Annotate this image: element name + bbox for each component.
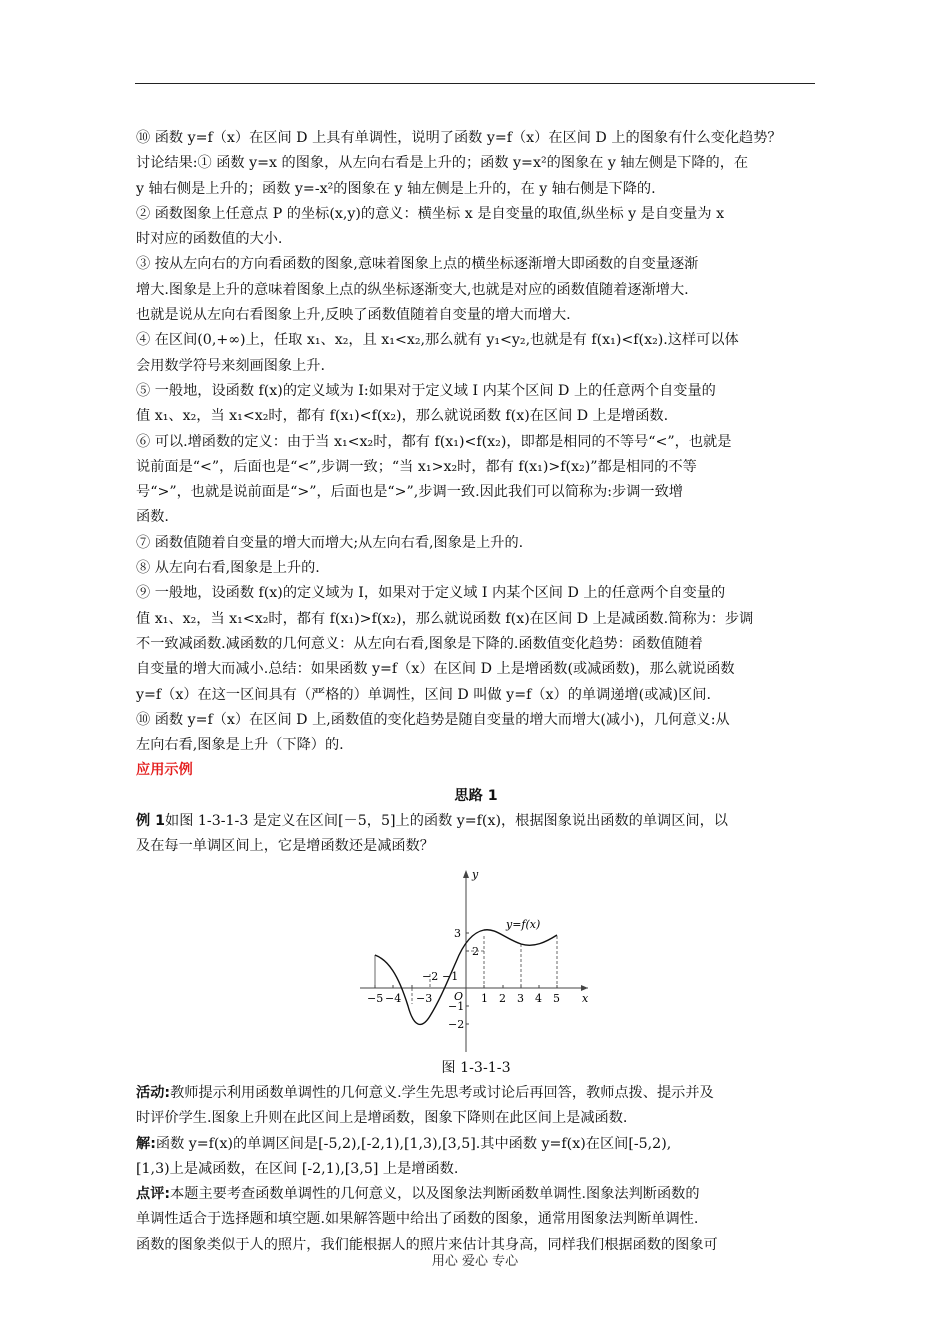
text-line: 增大.图象是上升的意味着图象上点的纵坐标逐渐变大,也就是对应的函数值随着逐渐增大.: [136, 281, 689, 298]
activity-text-2: 时评价学生.图象上升则在此区间上是增函数，图象下降则在此区间上是减函数.: [136, 1110, 628, 1127]
solution-label: 解:: [136, 1135, 156, 1152]
example-line-1: [136, 809, 816, 834]
x-tick-label: −4: [385, 991, 402, 1005]
text-line: 值 x₁、x₂，当 x₁<x₂时，都有 f(x₁)>f(x₂)，那么就说函数 f(x)在区间 D 上是减函数.简称为：步调: [136, 610, 754, 627]
text-line: 讨论结果:① 函数 y=x 的图象，从左向右看是上升的；函数 y=x²的图象在 y 轴左侧是下降的，在: [136, 155, 749, 172]
text-line: ⑥ 可以.增函数的定义：由于当 x₁<x₂时，都有 f(x₁)<f(x₂)，即都是相同的不等号“<”，也就是: [136, 433, 732, 450]
origin-label: O: [454, 989, 464, 1003]
text-line: y=f（x）在这一区间具有（严格的）单调性，区间 D 叫做 y=f（x）的单调递增(或减)区间.: [136, 686, 711, 703]
y-tick-label: 2: [472, 944, 479, 958]
text-line: ⑧ 从左向右看,图象是上升的.: [136, 560, 320, 577]
text-line: 号“>”，也就是说前面是“>”，后面也是“>”,步调一致.因此我们可以简称为:步调一致增: [136, 484, 683, 501]
solution-text-2: [1,3)上是减函数，在区间 [-2,1),[3,5] 上是增函数.: [136, 1160, 459, 1177]
activity-label: 活动:: [136, 1084, 171, 1101]
comment-text-1: 本题主要考查函数单调性的几何意义，以及图象法判断函数单调性.图象法判断函数的: [170, 1186, 700, 1203]
y-tick-label: −2: [448, 1017, 465, 1031]
comment-text-2: 单调性适合于选择题和填空题.如果解答题中给出了函数的图象，通常用图象法判断单调性.: [136, 1211, 699, 1228]
example-label: 例 1: [136, 813, 165, 830]
comment-label: 点评:: [136, 1186, 171, 1203]
x-axis-label: x: [582, 991, 589, 1005]
activity-line-1: [136, 1081, 816, 1106]
text-line: 自变量的增大而减小.总结：如果函数 y=f（x）在区间 D 上是增函数(或减函数)，那么就说函数: [136, 661, 735, 678]
text-line: ⑩ 函数 y=f（x）在区间 D 上具有单调性，说明了函数 y=f（x）在区间 D 上的图象有什么变化趋势？: [136, 130, 782, 146]
y-tick-label: −1: [448, 999, 465, 1013]
section-title: 应用示例: [136, 762, 193, 779]
y-axis-arrow: [463, 870, 469, 878]
text-line: ② 函数图象上任意点 P 的坐标(x,y)的意义：横坐标 x 是自变量的取值,纵坐标 y 是自变量为 x: [136, 205, 725, 222]
page-footer: 用心 爱心 专心: [431, 1254, 519, 1269]
text-line: 会用数学符号来刻画图象上升.: [136, 357, 325, 374]
x-tick-label: 2: [499, 991, 506, 1005]
x-tick-label: −5: [367, 991, 384, 1005]
text-line: 不一致减函数.减函数的几何意义：从左向右看,图象是下降的.函数值变化趋势：函数值随着: [136, 635, 703, 652]
function-graph-figure: [136, 866, 816, 1054]
text-line: ⑦ 函数值随着自变量的增大而增大;从左向右看,图象是上升的.: [136, 534, 524, 551]
x-tick-label: −3: [416, 991, 433, 1005]
text-line: ⑤ 一般地，设函数 f(x)的定义域为 I:如果对于定义域 I 内某个区间 D 上的任意两个自变量的: [136, 382, 716, 399]
text-line: ⑨ 一般地，设函数 f(x)的定义域为 I，如果对于定义域 I 内某个区间 D 上的任意两个自变量的: [136, 585, 726, 602]
text-line: 说前面是“<”，后面也是“<”,步调一致；“当 x₁>x₂时，都有 f(x₁)>f(x₂)”都是相同的不等: [136, 458, 697, 475]
text-line: y 轴右侧是上升的；函数 y=-x²的图象在 y 轴左侧是上升的，在 y 轴右侧是下降的.: [136, 180, 656, 197]
text-line: 左向右看,图象是上升（下降）的.: [136, 737, 344, 754]
y-axis-label: y: [472, 867, 479, 881]
text-line: ④ 在区间(0,+∞)上，任取 x₁、x₂，且 x₁<x₂,那么就有 y₁<y₂,也就是有 f(x₁)<f(x₂).这样可以体: [136, 332, 739, 349]
x-extra-label: −1: [442, 969, 459, 983]
x-tick-label: 4: [535, 991, 542, 1005]
text-line: 时对应的函数值的大小.: [136, 231, 283, 248]
figure-caption: 图 1-3-1-3: [441, 1059, 511, 1076]
solution-text-1: 函数 y=f(x)的单调区间是[-5,2),[-2,1),[1,3),[3,5].其中函数 y=f(x)在区间[-5,2),: [155, 1135, 672, 1152]
text-line: 值 x₁、x₂，当 x₁<x₂时，都有 f(x₁)<f(x₂)，那么就说函数 f(x)在区间 D 上是增函数.: [136, 408, 669, 425]
activity-text-1: 教师提示利用函数单调性的几何意义.学生先思考或讨论后再回答，教师点拨、提示并及: [170, 1084, 714, 1101]
text-line: ③ 按从左向右的方向看函数的图象,意味着图象上点的横坐标逐渐增大即函数的自变量逐渐: [136, 256, 699, 273]
comment-line-1: [136, 1182, 816, 1207]
example-text-1: 如图 1-3-1-3 是定义在区间[－5，5]上的函数 y=f(x)，根据图象说出函数的单调区间，以: [165, 813, 728, 830]
x-extra-label: −2: [422, 969, 439, 983]
x-tick-label: 1: [481, 991, 488, 1005]
subtitle: 思路 1: [454, 787, 498, 804]
solution-line-1: [136, 1132, 816, 1157]
text-line: 函数.: [136, 509, 169, 526]
x-tick-label: 5: [553, 991, 560, 1005]
x-axis-arrow: [581, 985, 588, 991]
function-graph: [356, 866, 596, 1054]
comment-text-3: 函数的图象类似于人的照片，我们能根据人的照片来估计其身高，同样我们根据函数的图象可: [136, 1236, 718, 1253]
header-rule: [135, 83, 815, 84]
text-line: 也就是说从左向右看图象上升,反映了函数值随着自变量的增大而增大.: [136, 307, 571, 324]
function-label: y=f(x): [506, 917, 541, 931]
page-body: [136, 126, 816, 1258]
text-line: ⑩ 函数 y=f（x）在区间 D 上,函数值的变化趋势是随自变量的增大而增大(减小)，几何意义:从: [136, 711, 730, 728]
y-tick-label: 3: [454, 926, 461, 940]
example-text-2: 及在每一单调区间上，它是增函数还是减函数？: [136, 838, 434, 855]
x-tick-label: 3: [517, 991, 524, 1005]
